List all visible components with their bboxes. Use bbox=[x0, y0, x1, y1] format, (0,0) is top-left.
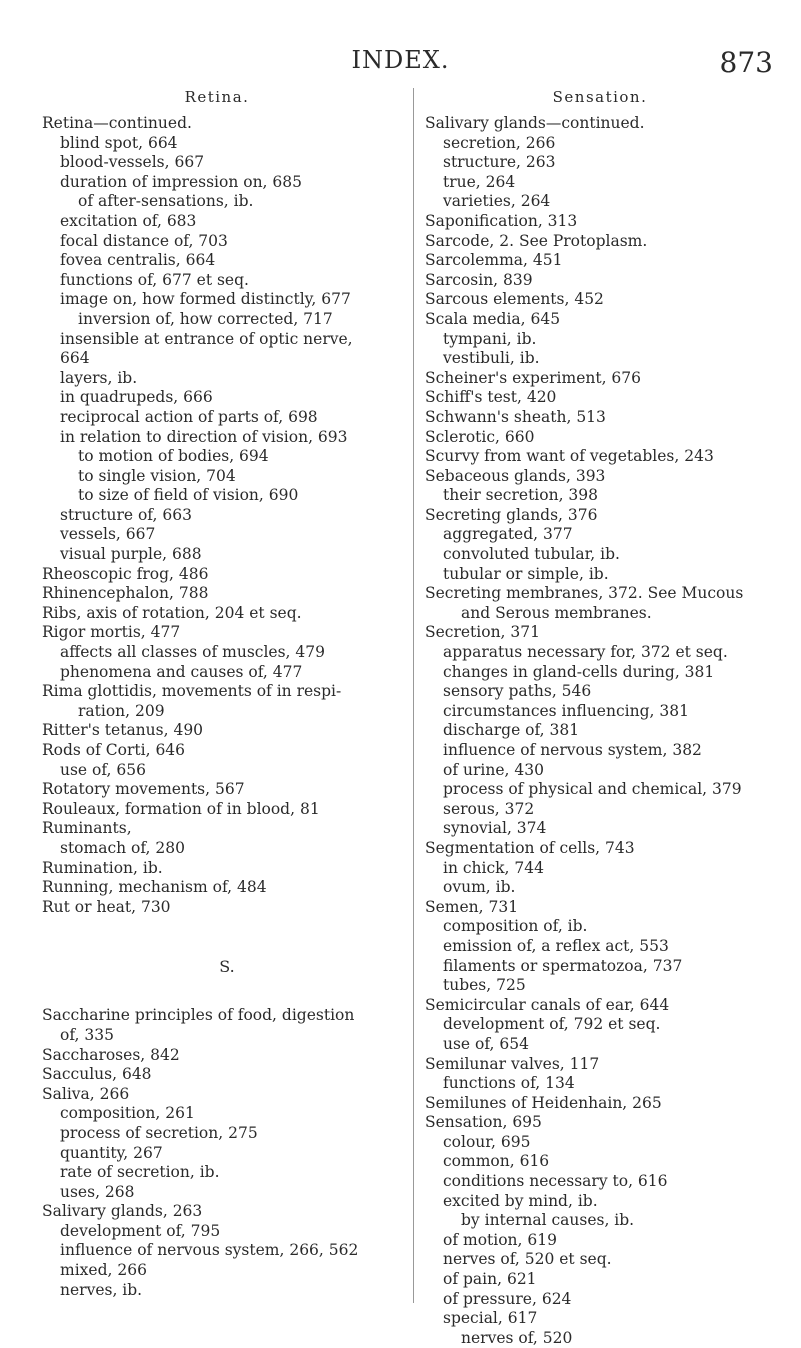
index-entry: use of, 656 bbox=[60, 760, 146, 779]
index-entry: Scheiner's experiment, 676 bbox=[425, 368, 642, 387]
index-entry: Sclerotic, 660 bbox=[425, 427, 535, 446]
index-entry: Scurvy from want of vegetables, 243 bbox=[425, 447, 714, 466]
index-entry: structure of, 663 bbox=[60, 505, 192, 524]
index-entry: visual purple, 688 bbox=[60, 545, 202, 564]
index-entry: in chick, 744 bbox=[443, 858, 544, 877]
index-entry: circumstances influencing, 381 bbox=[443, 701, 689, 720]
index-entry: fovea centralis, 664 bbox=[60, 251, 216, 270]
index-entry: process of physical and chemical, 379 bbox=[443, 780, 742, 799]
index-entry: Running, mechanism of, 484 bbox=[42, 878, 267, 897]
index-entry: 664 bbox=[60, 349, 90, 368]
index-entry: Saliva, 266 bbox=[42, 1084, 130, 1103]
left-column bbox=[42, 88, 412, 1300]
index-entry: image on, how formed distinctly, 677 bbox=[60, 290, 351, 309]
index-entry: synovial, 374 bbox=[443, 819, 547, 838]
index-entry: Semilunar valves, 117 bbox=[425, 1054, 600, 1073]
index-entry: Ritter's tetanus, 490 bbox=[42, 721, 204, 740]
index-entry: Sensation, 695 bbox=[425, 1113, 542, 1132]
index-entry: of after-sensations, ib. bbox=[78, 192, 254, 211]
index-entry: Salivary glands—continued. bbox=[425, 114, 645, 132]
index-entry: and Serous membranes. bbox=[461, 603, 652, 622]
right-column bbox=[425, 88, 795, 1348]
section-letter: S. bbox=[219, 957, 235, 977]
index-entry: Semen, 731 bbox=[425, 897, 519, 916]
index-entry: Ruminants, bbox=[42, 819, 132, 838]
index-entry: true, 264 bbox=[443, 172, 516, 191]
index-entry: Ribs, axis of rotation, 204 et seq. bbox=[42, 603, 302, 622]
index-entry: phenomena and causes of, 477 bbox=[60, 662, 303, 681]
index-entry: of pressure, 624 bbox=[443, 1289, 572, 1308]
index-entry: Saccharine principles of food, digestion bbox=[42, 1006, 355, 1025]
index-entry: development of, 792 et seq. bbox=[443, 1015, 661, 1034]
index-entry: blood-vessels, 667 bbox=[60, 153, 205, 172]
index-entry: of pain, 621 bbox=[443, 1270, 537, 1289]
index-entry: duration of impression on, 685 bbox=[60, 172, 302, 191]
index-entry: Rouleaux, formation of in blood, 81 bbox=[42, 799, 320, 818]
page-title: INDEX. bbox=[351, 46, 450, 74]
index-entry: stomach of, 280 bbox=[60, 838, 185, 857]
index-entry: affects all classes of muscles, 479 bbox=[60, 643, 325, 662]
index-entry: Semilunes of Heidenhain, 265 bbox=[425, 1093, 662, 1112]
index-entry: of urine, 430 bbox=[443, 760, 544, 779]
index-entry: uses, 268 bbox=[60, 1182, 135, 1201]
index-entry: discharge of, 381 bbox=[443, 721, 580, 740]
index-entry: of, 335 bbox=[60, 1025, 114, 1044]
index-entry: by internal causes, ib. bbox=[461, 1211, 635, 1230]
page-header bbox=[0, 46, 801, 79]
index-entry: Secretion, 371 bbox=[425, 623, 540, 642]
index-entry: Rotatory movements, 567 bbox=[42, 780, 245, 799]
index-entry: Segmentation of cells, 743 bbox=[425, 838, 635, 857]
index-entry: Rumination, ib. bbox=[42, 858, 163, 877]
index-entry: Sarcode, 2. See Protoplasm. bbox=[425, 231, 648, 250]
index-entry: excitation of, 683 bbox=[60, 211, 197, 230]
index-entry: insensible at entrance of optic nerve, bbox=[60, 329, 353, 348]
left-column-heading: Retina. bbox=[184, 88, 250, 106]
index-entry: Salivary glands, 263 bbox=[42, 1202, 203, 1221]
index-entry: layers, ib. bbox=[60, 368, 138, 387]
index-entry: sensory paths, 546 bbox=[443, 682, 592, 701]
index-entry: functions of, 134 bbox=[443, 1074, 575, 1093]
index-entry: emission of, a reflex act, 553 bbox=[443, 936, 669, 955]
index-entry: Rima glottidis, movements of in respi- bbox=[42, 682, 342, 701]
index-entry: development of, 795 bbox=[60, 1221, 221, 1240]
index-entry: Sarcous elements, 452 bbox=[425, 290, 604, 309]
index-entry: special, 617 bbox=[443, 1309, 538, 1328]
index-entry: Sebaceous glands, 393 bbox=[425, 466, 606, 485]
index-entry: blind spot, 664 bbox=[60, 133, 178, 152]
index-entry: in relation to direction of vision, 693 bbox=[60, 427, 348, 446]
index-entry: vessels, 667 bbox=[60, 525, 156, 544]
right-entry-list bbox=[425, 114, 795, 1348]
index-entry: tubes, 725 bbox=[443, 976, 526, 995]
index-entry: Sarcolemma, 451 bbox=[425, 251, 563, 270]
index-entry: Scala media, 645 bbox=[425, 309, 561, 328]
index-entry: composition of, ib. bbox=[443, 917, 588, 936]
index-entry: convoluted tubular, ib. bbox=[443, 545, 620, 564]
index-entry: conditions necessary to, 616 bbox=[443, 1172, 668, 1191]
index-entry: Sacculus, 648 bbox=[42, 1065, 152, 1084]
index-entry: focal distance of, 703 bbox=[60, 231, 228, 250]
index-entry: Rigor mortis, 477 bbox=[42, 623, 181, 642]
index-entry: use of, 654 bbox=[443, 1034, 529, 1053]
left-entry-list bbox=[42, 114, 412, 917]
index-entry: ration, 209 bbox=[78, 701, 165, 720]
index-entry: Rhinencephalon, 788 bbox=[42, 584, 209, 603]
right-column-heading: Sensation. bbox=[552, 88, 648, 106]
index-entry: quantity, 267 bbox=[60, 1143, 163, 1162]
index-entry: nerves, ib. bbox=[60, 1280, 143, 1299]
index-entry: Secreting membranes, 372. See Mucous bbox=[425, 584, 744, 603]
left-entry-list-s bbox=[42, 1006, 412, 1300]
index-entry: varieties, 264 bbox=[443, 192, 551, 211]
index-entry: influence of nervous system, 266, 562 bbox=[60, 1241, 359, 1260]
index-entry: Sarcosin, 839 bbox=[425, 270, 533, 289]
index-entry: serous, 372 bbox=[443, 799, 535, 818]
index-entry: in quadrupeds, 666 bbox=[60, 388, 213, 407]
index-entry: changes in gland-cells during, 381 bbox=[443, 662, 715, 681]
index-entry: tympani, ib. bbox=[443, 329, 537, 348]
index-entry: to size of field of vision, 690 bbox=[78, 486, 299, 505]
index-entry: of motion, 619 bbox=[443, 1230, 557, 1249]
index-entry: Schiff's test, 420 bbox=[425, 388, 557, 407]
index-entry: Secreting glands, 376 bbox=[425, 505, 598, 524]
index-entry: rate of secretion, ib. bbox=[60, 1163, 220, 1182]
index-entry: inversion of, how corrected, 717 bbox=[78, 309, 333, 328]
index-entry: vestibuli, ib. bbox=[443, 349, 540, 368]
index-entry: influence of nervous system, 382 bbox=[443, 741, 702, 759]
index-entry: to single vision, 704 bbox=[78, 466, 236, 485]
index-entry: filaments or spermatozoa, 737 bbox=[443, 956, 683, 975]
index-entry: secretion, 266 bbox=[443, 133, 556, 152]
index-entry: process of secretion, 275 bbox=[60, 1123, 258, 1142]
index-entry: Rut or heat, 730 bbox=[42, 897, 171, 916]
index-entry: colour, 695 bbox=[443, 1132, 531, 1151]
index-entry: Schwann's sheath, 513 bbox=[425, 407, 606, 426]
index-entry: functions of, 677 et seq. bbox=[60, 270, 249, 289]
index-entry: nerves of, 520 et seq. bbox=[443, 1250, 612, 1269]
index-entry: Rheoscopic frog, 486 bbox=[42, 564, 209, 583]
index-entry: tubular or simple, ib. bbox=[443, 564, 609, 583]
index-entry: Saponification, 313 bbox=[425, 211, 578, 230]
index-entry: apparatus necessary for, 372 et seq. bbox=[443, 643, 728, 662]
index-entry: mixed, 266 bbox=[60, 1261, 147, 1280]
index-entry: excited by mind, ib. bbox=[443, 1191, 598, 1210]
column-divider bbox=[413, 88, 414, 1303]
page-number: 873 bbox=[719, 46, 773, 79]
index-entry: Retina—continued. bbox=[42, 114, 192, 132]
index-entry: common, 616 bbox=[443, 1152, 550, 1171]
index-entry: reciprocal action of parts of, 698 bbox=[60, 407, 318, 426]
index-entry: Rods of Corti, 646 bbox=[42, 741, 186, 759]
index-entry: ovum, ib. bbox=[443, 878, 516, 897]
index-entry: their secretion, 398 bbox=[443, 486, 599, 505]
index-entry: aggregated, 377 bbox=[443, 525, 573, 544]
index-entry: Saccharoses, 842 bbox=[42, 1045, 180, 1064]
index-entry: nerves of, 520 bbox=[461, 1328, 573, 1347]
index-entry: structure, 263 bbox=[443, 153, 556, 172]
index-entry: Semicircular canals of ear, 644 bbox=[425, 995, 670, 1014]
index-entry: to motion of bodies, 694 bbox=[78, 447, 269, 466]
index-entry: composition, 261 bbox=[60, 1104, 195, 1123]
